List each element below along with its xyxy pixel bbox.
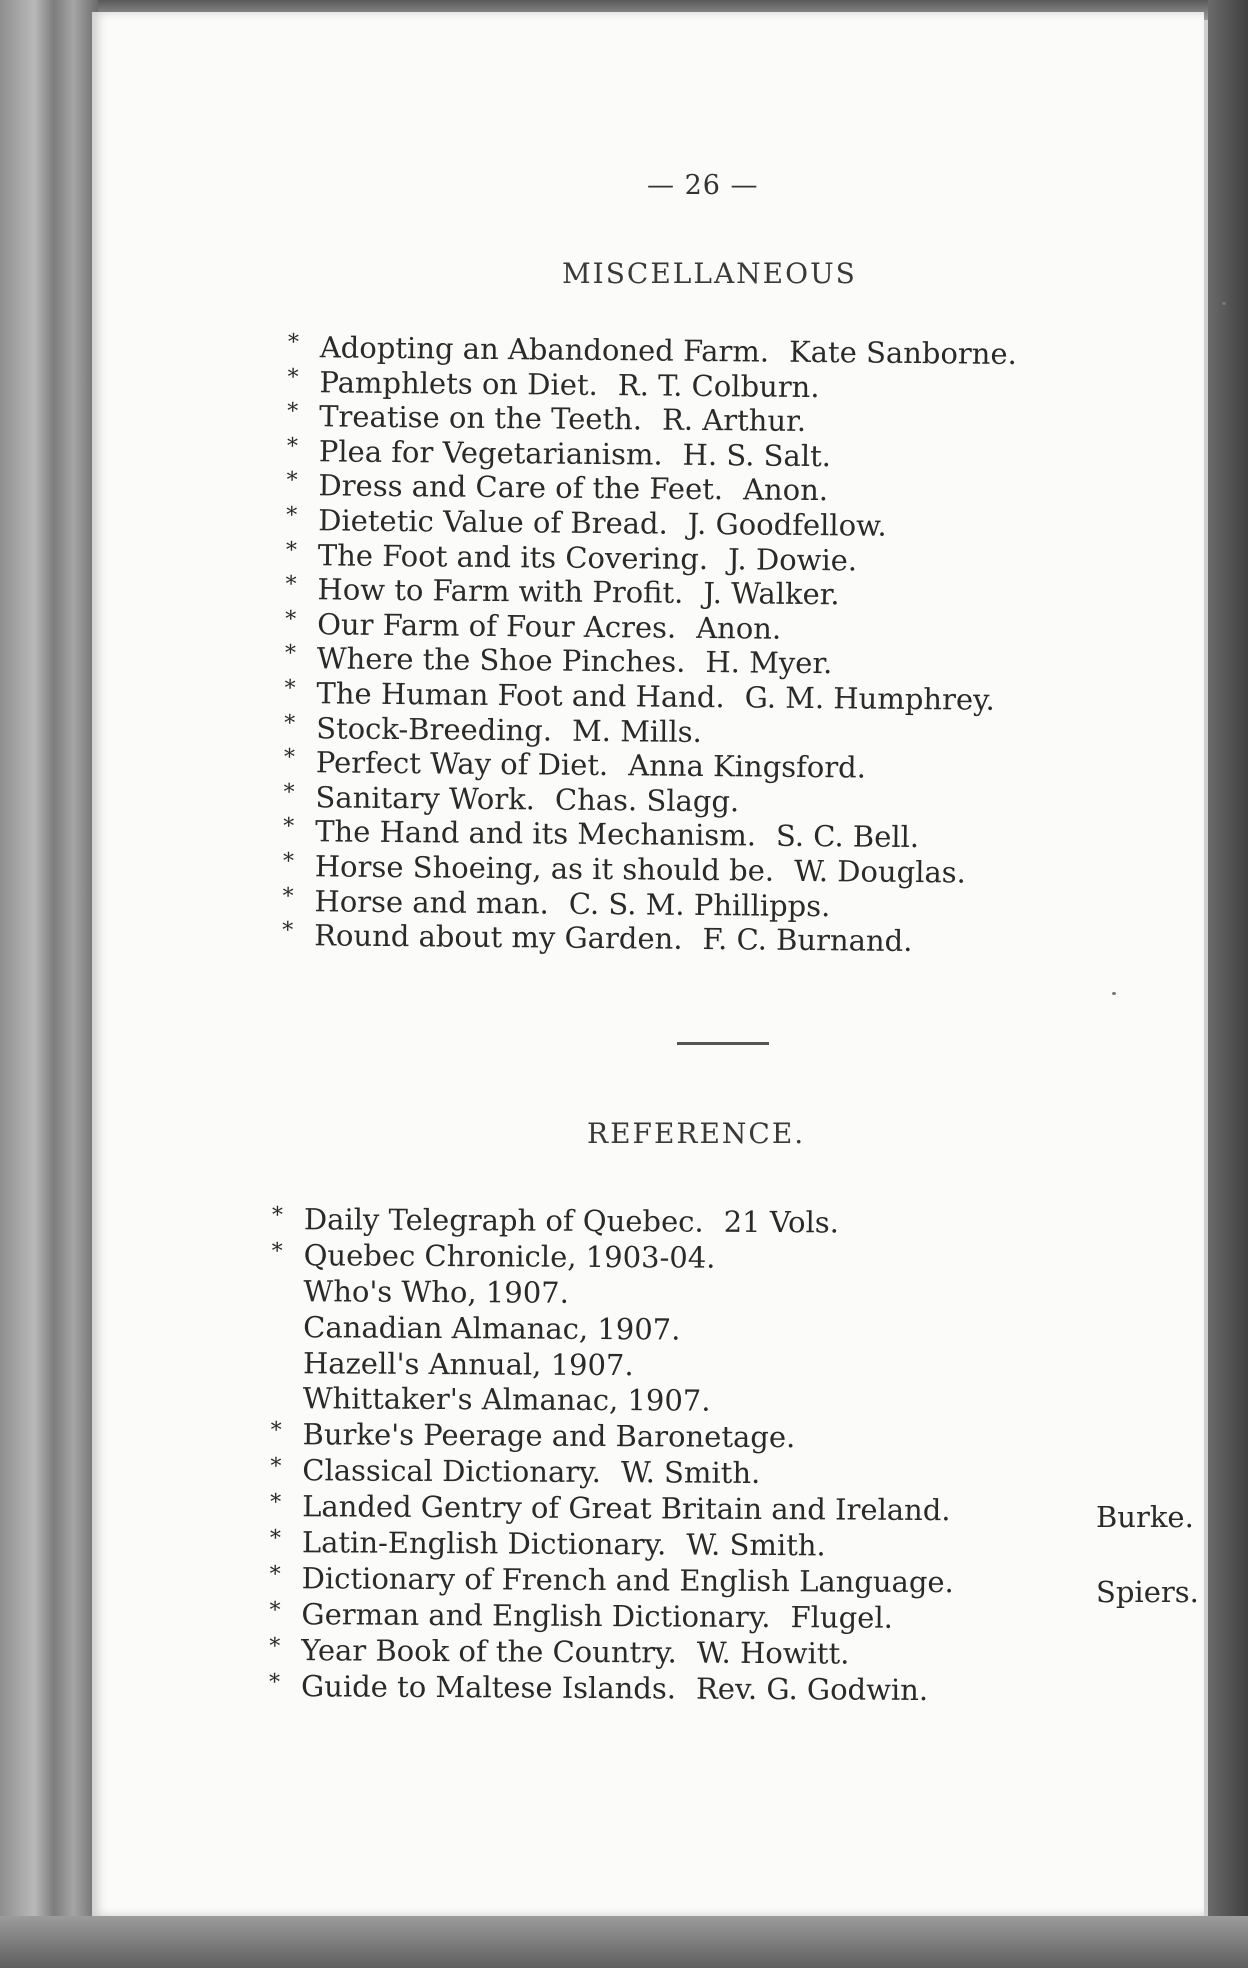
entry-title: Where the Shoe Pinches. [316,641,686,680]
asterisk-marker: * [287,399,299,425]
reference-entry [272,1202,956,1242]
entry-title: Hazell's Annual, 1907. [302,1345,634,1382]
entry-author: R. Arthur. [661,402,807,439]
entry-author: 21 Vols. [723,1204,840,1240]
asterisk-marker: * [285,537,298,563]
entry-author: W. Howitt. [696,1635,850,1671]
reference-entry [271,1310,955,1350]
entry-author: Flugel. [790,1599,893,1635]
entry-title: Dietetic Value of Bread. [318,503,668,541]
asterisk-marker: * [286,502,298,529]
book-spine [0,0,98,1968]
entry-title: Who's Who, 1907. [303,1273,569,1310]
entry-title: Classical Dictionary. [302,1453,602,1490]
reference-entry [270,1525,954,1565]
asterisk-marker: * [285,572,297,598]
asterisk-marker: * [286,468,298,494]
reference-entry [269,1669,953,1709]
entry-title: Burke's Peerage and Baronetage. [302,1417,796,1455]
miscellaneous-entry [282,918,1011,960]
section-divider [677,1042,769,1045]
entry-author: R. T. Colburn. [617,367,820,404]
asterisk-marker: * [286,433,299,459]
reference-entry [270,1561,954,1601]
asterisk-marker: * [268,1669,281,1695]
reference-entry [270,1417,954,1457]
reference-entry [269,1597,953,1637]
entry-title: Dictionary of French and English Language. [301,1561,954,1600]
entry-title: Year Book of the Country. [301,1632,677,1670]
entry-author: Kate Sanborne. [788,334,1017,371]
asterisk-marker: * [271,1203,283,1229]
asterisk-marker: * [269,1526,282,1552]
asterisk-marker: * [283,779,295,805]
entry-title: Adopting an Abandoned Farm. [319,330,770,369]
entry-title: German and English Dictionary. [301,1596,771,1634]
asterisk-marker: * [283,745,296,771]
entry-title: Guide to Maltese Islands. [300,1668,677,1706]
entry-author: H. S. Salt. [682,437,832,473]
asterisk-marker: * [282,848,295,874]
entry-title: Horse Shoeing, as it should be. [314,849,775,888]
asterisk-marker: * [284,675,296,702]
miscellaneous-list [282,330,1017,960]
entry-author: Rev. G. Godwin. [695,1671,929,1707]
entry-author: Anna Kingsford. [628,748,867,785]
entry-title: The Foot and its Covering. [317,537,709,576]
reference-entry [271,1346,955,1386]
reference-entry [270,1453,954,1493]
entry-title: Whittaker's Almanac, 1907. [302,1381,711,1419]
entry-title: Our Farm of Four Acres. [317,607,677,645]
entry-title: Perfect Way of Diet. [315,745,609,783]
entry-title: How to Farm with Profit. [317,572,684,610]
asterisk-marker: * [287,364,299,390]
asterisk-marker: * [270,1418,282,1444]
entry-author: J. Walker. [703,576,840,612]
scan-bottom-border [0,1916,1248,1968]
asterisk-marker: * [270,1454,282,1480]
entry-title: Plea for Vegetarianism. [318,434,663,472]
entry-title: Landed Gentry of Great Britain and Ireland. [302,1489,951,1528]
entry-title: Canadian Almanac, 1907. [303,1309,681,1347]
asterisk-marker: * [269,1561,281,1587]
entry-title: Treatise on the Teeth. [319,399,643,437]
reference-entry [271,1274,955,1314]
reference-entry [269,1633,953,1673]
entry-author: S. C. Bell. [775,819,920,855]
entry-author: C. S. M. Phillipps. [568,886,831,923]
asterisk-marker: * [269,1597,281,1623]
paper-speck [1112,992,1116,995]
entry-title: Round about my Garden. [314,918,683,956]
reference-entry [270,1489,954,1529]
paper-speck [1222,302,1226,305]
entry-author: Anon. [742,472,829,508]
miscellaneous-heading: MISCELLANEOUS [562,257,857,290]
entry-author: M. Mills. [571,713,702,749]
entry-author: J. Dowie. [727,541,858,578]
entry-author: G. M. Humphrey. [744,680,996,717]
asterisk-marker: * [284,710,296,736]
entry-title: Sanitary Work. [315,780,536,817]
entry-author: Anon. [696,610,782,646]
asterisk-marker: * [285,606,297,632]
asterisk-marker: * [287,330,299,356]
entry-author: W. Smith. [686,1527,826,1563]
page-number: — 26 — [647,170,759,201]
entry-author: F. C. Burnand. [702,922,913,959]
entry-author: W. Smith. [620,1455,761,1491]
asterisk-marker: * [283,814,295,840]
reference-list [269,1202,956,1709]
entry-title: Latin-English Dictionary. [301,1525,667,1562]
asterisk-marker: * [282,918,294,944]
reference-author-spiers: Spiers. [1096,1575,1199,1609]
book-page [92,12,1204,1916]
entry-title: The Human Foot and Hand. [316,676,725,715]
entry-author: Chas. Slagg. [554,782,740,819]
entry-title: Stock-Breeding. [316,710,553,748]
entry-author: J. Goodfellow. [687,506,887,543]
entry-title: Daily Telegraph of Quebec. [303,1202,704,1239]
entry-author: H. Myer. [705,645,833,681]
reference-heading: REFERENCE. [587,1117,806,1150]
asterisk-marker: * [284,641,297,667]
asterisk-marker: * [282,883,294,909]
asterisk-marker: * [269,1633,281,1659]
entry-title: Pamphlets on Diet. [319,364,599,402]
entry-title: The Hand and its Mechanism. [315,814,757,853]
entry-title: Horse and man. [314,883,549,921]
entry-author: W. Douglas. [793,853,967,890]
entry-title: Dress and Care of the Feet. [318,468,724,507]
reference-entry [271,1381,955,1421]
asterisk-marker: * [270,1490,282,1516]
scan-right-border [1208,0,1248,1968]
reference-entry [272,1238,956,1278]
asterisk-marker: * [271,1238,283,1264]
entry-title: Quebec Chronicle, 1903-04. [303,1238,716,1275]
reference-author-burke: Burke. [1096,1500,1194,1534]
